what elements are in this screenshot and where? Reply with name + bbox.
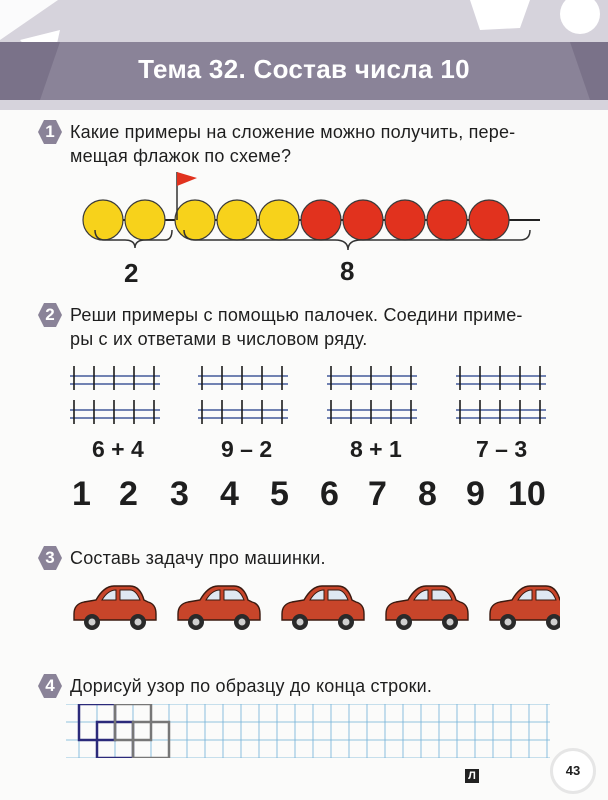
- stick-grid[interactable]: [198, 366, 288, 390]
- task-3: [38, 546, 578, 576]
- bead: [301, 200, 341, 240]
- task-number-badge: [38, 120, 62, 144]
- task-number: 4: [45, 676, 55, 695]
- car-icon: [490, 586, 560, 630]
- publisher-logo: Л: [465, 769, 479, 783]
- task-number: 2: [45, 305, 55, 324]
- bead: [427, 200, 467, 240]
- number-row-item: 8: [418, 475, 437, 513]
- task-number: 3: [45, 548, 55, 567]
- page-header: [0, 0, 608, 110]
- task-2: [38, 303, 578, 353]
- task-number-badge: [38, 303, 62, 327]
- task-1-text: [70, 120, 515, 168]
- task-1-text-line-2: мещая флажок по схеме?: [70, 146, 292, 166]
- bead: [385, 200, 425, 240]
- stick-grid[interactable]: [327, 366, 417, 390]
- task-number-badge: [38, 674, 62, 698]
- bead-row: [83, 200, 540, 240]
- car-icon: [282, 586, 364, 630]
- stick-grid[interactable]: [456, 366, 546, 390]
- task-1-text-line-1: Какие примеры на сложение можно получить, пере-: [70, 122, 516, 142]
- task-4: [38, 674, 578, 704]
- stick-grid[interactable]: [198, 400, 288, 424]
- car-icon: [74, 586, 156, 630]
- number-row-item: 2: [119, 475, 138, 513]
- bead: [217, 200, 257, 240]
- number-row-item: 6: [320, 475, 339, 513]
- task-3-text: Составь задачу про машинки.: [70, 548, 326, 568]
- right-count-label: 8: [340, 256, 355, 286]
- number-row-item: 3: [170, 475, 189, 513]
- bead: [469, 200, 509, 240]
- stick-grids: [60, 360, 580, 430]
- task-2-text-line-1: Реши примеры с помощью палочек. Соедини приме-: [70, 305, 523, 325]
- page-number: 43: [550, 748, 596, 794]
- stick-grid[interactable]: [327, 400, 417, 424]
- number-row-item: 10: [508, 475, 546, 513]
- pattern-grid[interactable]: [66, 704, 550, 758]
- car-icon: [178, 586, 260, 630]
- number-row-item: 1: [72, 475, 91, 513]
- task-number: 1: [45, 122, 55, 141]
- example-1: 6 + 4: [92, 436, 144, 462]
- left-count-label: 2: [124, 258, 139, 288]
- cars-row: [70, 580, 560, 640]
- number-row-item: 5: [270, 475, 289, 513]
- number-row-item: 4: [220, 475, 239, 513]
- bead: [343, 200, 383, 240]
- bead-scheme: [80, 168, 540, 268]
- stick-grid[interactable]: [456, 400, 546, 424]
- number-row-item: 7: [368, 475, 387, 513]
- bead: [175, 200, 215, 240]
- example-4: 7 – 3: [476, 436, 528, 462]
- car-icon: [386, 586, 468, 630]
- page-title: Тема 32. Состав числа 10: [138, 54, 470, 84]
- task-4-text: Дорисуй узор по образцу до конца строки.: [70, 676, 433, 696]
- task-number-badge: [38, 546, 62, 570]
- example-3: 8 + 1: [350, 436, 402, 462]
- sample-pattern: [79, 704, 169, 758]
- task-2-text-line-2: ры с их ответами в числовом ряду.: [70, 329, 368, 349]
- stick-grid[interactable]: [70, 366, 160, 390]
- bead: [259, 200, 299, 240]
- bead: [83, 200, 123, 240]
- stick-grid[interactable]: [70, 400, 160, 424]
- number-row-item: 9: [466, 475, 485, 513]
- bead: [125, 200, 165, 240]
- example-2: 9 – 2: [221, 436, 273, 462]
- task-2-text: [70, 303, 523, 351]
- flag-icon: [177, 172, 197, 186]
